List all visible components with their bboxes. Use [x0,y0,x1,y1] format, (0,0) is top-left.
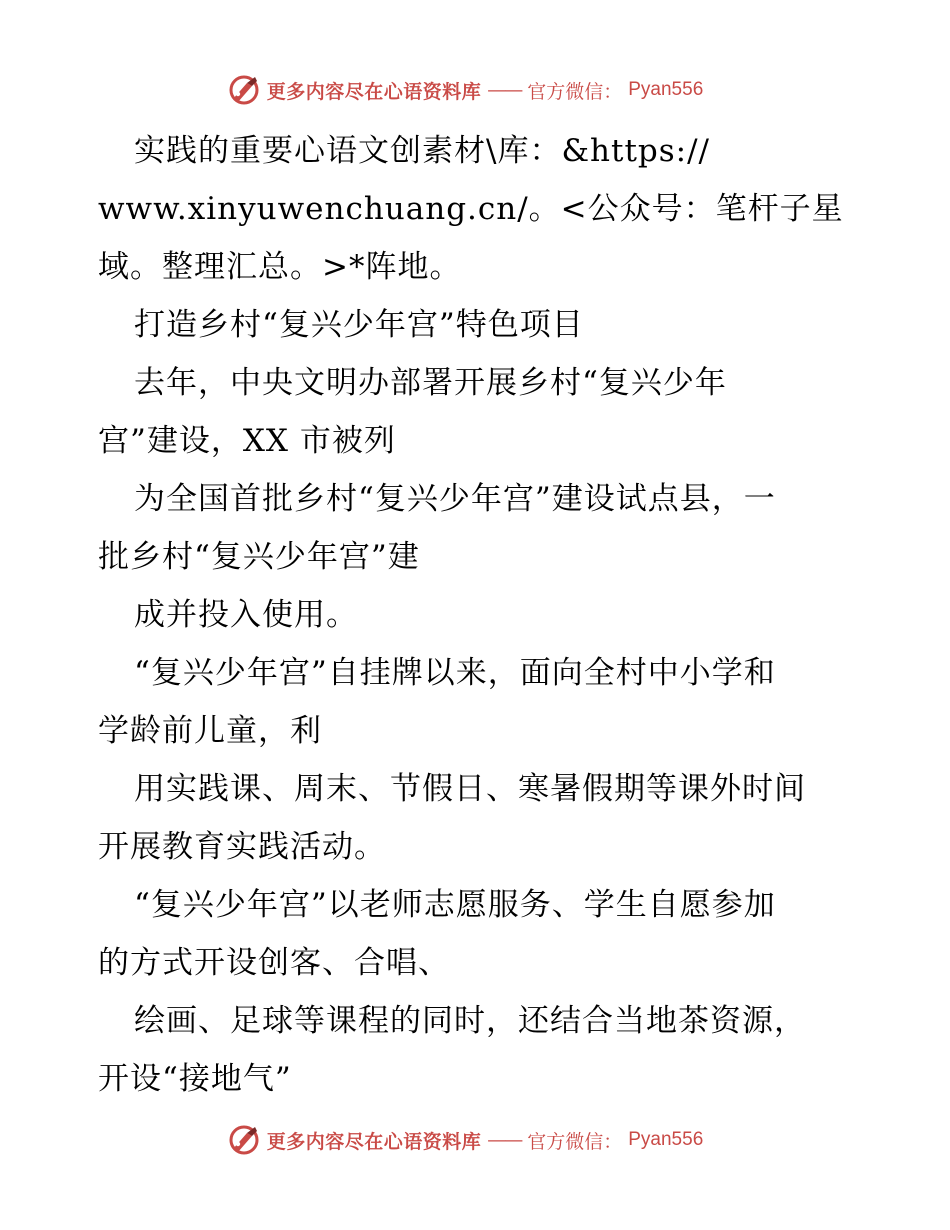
body-text-line: 学龄前儿童，利 [98,713,322,749]
footer-banner-dash: —— [487,1129,522,1151]
body-text-line: 去年，中央文明办部署开展乡村“复兴少年 [134,365,727,401]
pen-logo-icon [227,73,261,107]
body-text-line: “复兴少年宫”自挂牌以来，面向全村中小学和 [134,655,776,691]
footer-banner-site-name: 更多内容尽在心语资料库 [266,1130,482,1153]
body-text-line: 实践的重要心语文创素材\库：&https:// [134,133,711,169]
footer-banner-inner [227,1123,704,1157]
body-text-line: 成并投入使用。 [134,597,358,633]
header-banner [0,70,950,110]
body-text-line: 的方式开设创客、合唱、 [98,945,450,981]
body-text-line: 宫”建设，XX 市被列 [98,423,396,459]
footer-banner-wechat-id: Pyan556 [628,1129,704,1150]
body-text-line: 为全国首批乡村“复兴少年宫”建设试点县，一 [134,481,776,517]
body-text-line: 打造乡村“复兴少年宫”特色项目 [134,307,584,343]
body-text-line: 批乡村“复兴少年宫”建 [98,539,420,575]
document-body [98,122,858,1108]
header-banner-wechat-id: Pyan556 [628,79,704,100]
header-banner-dash: —— [487,79,522,101]
body-text-line: 开展教育实践活动。 [98,829,386,865]
body-text-line: www.xinyuwenchuang.cn/。<公众号：笔杆子星 [98,191,844,227]
header-banner-site-name: 更多内容尽在心语资料库 [266,80,482,103]
body-text-line: 绘画、足球等课程的同时，还结合当地茶资源， [134,1003,806,1039]
footer-banner-wechat-label: 官方微信： [527,1130,623,1153]
body-text-line: 开设“接地气” [98,1061,292,1097]
body-text-line: “复兴少年宫”以老师志愿服务、学生自愿参加 [134,887,776,923]
body-text-line: 用实践课、周末、节假日、寒暑假期等课外时间 [134,771,806,807]
pen-logo-icon [227,1123,261,1157]
body-text-line: 域。整理汇总。>*阵地。 [98,249,462,285]
footer-banner [0,1120,950,1160]
header-banner-wechat-label: 官方微信： [527,80,623,103]
header-banner-inner [227,73,704,107]
